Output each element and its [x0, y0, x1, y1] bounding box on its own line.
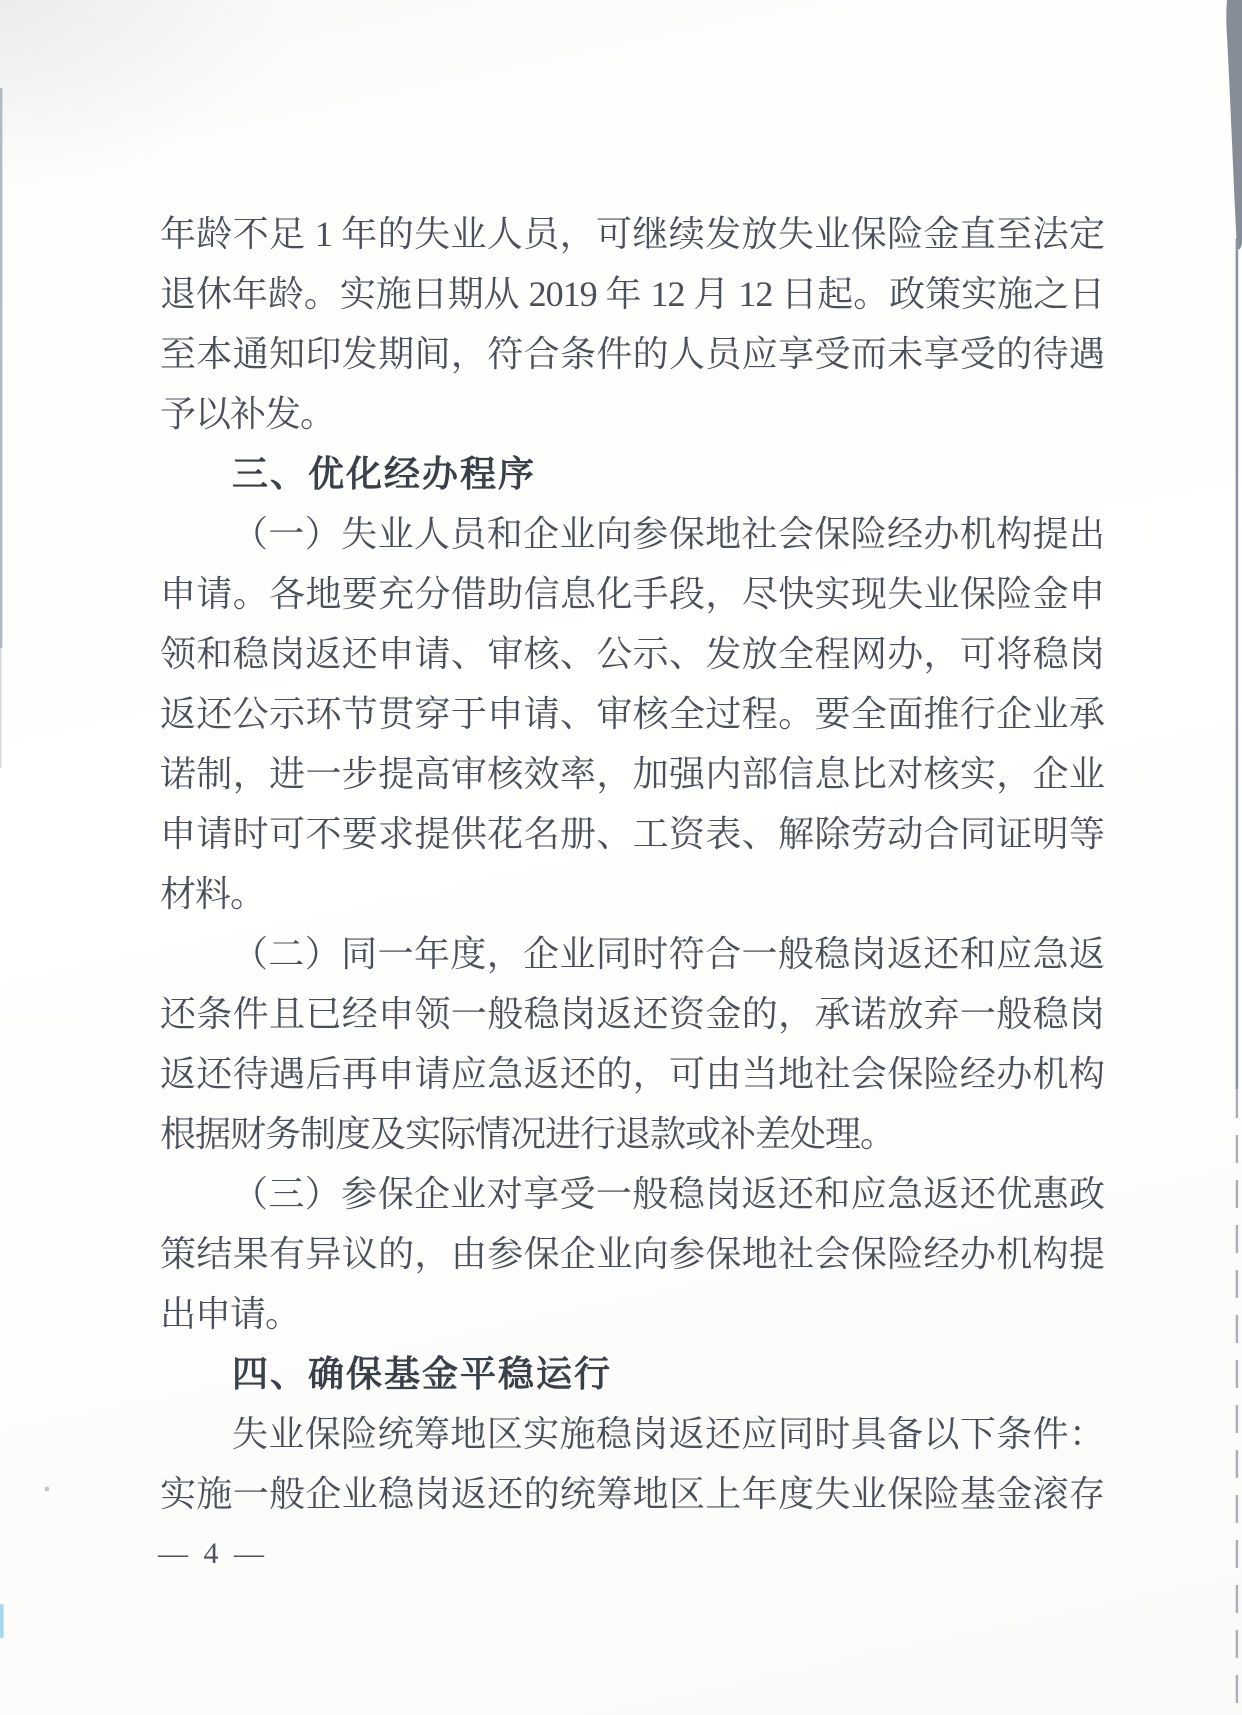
page-number: — 4 —: [158, 1537, 268, 1570]
scan-line-left: [0, 88, 2, 648]
text-line: 诺制，进一步提高审核效率，加强内部信息比对核实，企业: [160, 754, 1104, 794]
scan-speck: [45, 1487, 50, 1492]
text-line: 申请时可不要求提供花名册、工资表、解除劳动合同证明等: [160, 814, 1104, 854]
text-line: 还条件且已经申领一般稳岗返还资金的，承诺放弃一般稳岗: [160, 994, 1104, 1034]
text-line: 失业保险统筹地区实施稳岗返还应同时具备以下条件：: [232, 1414, 1104, 1454]
section-heading: 四、确保基金平稳运行: [232, 1353, 613, 1394]
text-line: 予以补发。: [160, 394, 336, 434]
scan-line-left-faded: [0, 648, 2, 768]
text-line: 返还公示环节贯穿于申请、审核全过程。要全面推行企业承: [160, 694, 1104, 734]
text-line: 年龄不足 1 年的失业人员，可继续发放失业保险金直至法定: [160, 214, 1104, 254]
scan-line-right-solid: [1236, 238, 1239, 1090]
text-line: （一）失业人员和企业向参保地社会保险经办机构提出: [232, 514, 1104, 554]
text-line: 申请。各地要充分借助信息化手段，尽快实现失业保险金申: [160, 574, 1104, 614]
text-line: 材料。: [160, 874, 266, 914]
blue-mark: [0, 1604, 4, 1638]
text-line: （二）同一年度，企业同时符合一般稳岗返还和应急返: [232, 934, 1104, 974]
text-line: 至本通知印发期间，符合条件的人员应享受而未享受的待遇: [160, 334, 1104, 374]
text-line: 领和稳岗返还申请、审核、公示、发放全程网办，可将稳岗: [160, 634, 1104, 674]
text-line: 退休年龄。实施日期从 2019 年 12 月 12 日起。政策实施之日: [160, 274, 1104, 314]
text-line: 策结果有异议的，由参保企业向参保地社会保险经办机构提: [160, 1234, 1104, 1274]
section-heading: 三、优化经办程序: [232, 453, 537, 494]
text-line: 出申请。: [160, 1294, 301, 1334]
text-line: 实施一般企业稳岗返还的统筹地区上年度失业保险基金滚存: [160, 1474, 1104, 1514]
document-body: [160, 204, 1104, 1524]
text-line: （三）参保企业对享受一般稳岗返还和应急返还优惠政: [232, 1174, 1104, 1214]
scan-wedge-right: [1226, 0, 1242, 249]
text-line: 根据财务制度及实际情况进行退款或补差处理。: [160, 1114, 896, 1154]
text-line: 返还待遇后再申请应急返还的，可由当地社会保险经办机构: [160, 1054, 1104, 1094]
